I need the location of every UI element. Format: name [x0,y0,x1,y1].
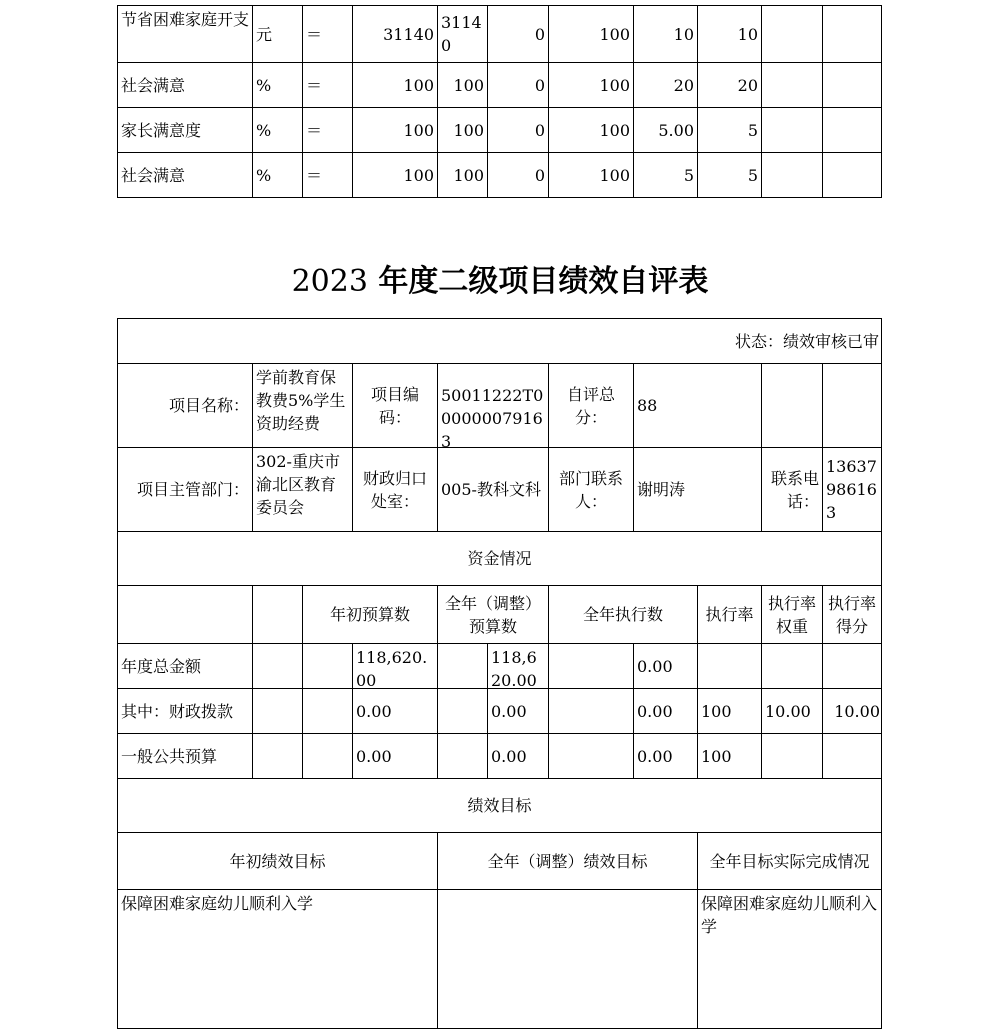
indicator-operator: ＝ [302,107,353,153]
empty-cell [822,5,882,63]
indicator-operator: ＝ [302,62,353,108]
funds-adjusted: 0.00 [487,733,549,779]
empty-cell [252,585,303,644]
empty-cell [822,62,882,108]
funds-score: 10.00 [822,688,882,734]
empty-cell [822,107,882,153]
title-text: 年度二级项目绩效自评表 [378,264,709,299]
funds-rate [697,643,762,689]
empty-cell [252,733,303,779]
self-evaluation-form [117,318,882,1031]
header-rate-score: 执行率得分 [822,585,882,644]
page-title [0,262,1000,302]
project-name-value: 学前教育保教费5%学生资助经费 [252,363,353,448]
empty-cell [302,688,353,734]
funds-row-label: 一般公共预算 [117,733,253,779]
indicator-value: 100 [352,107,438,153]
indicator-value: 100 [437,62,488,108]
indicator-value: 100 [352,62,438,108]
funds-executed: 0.00 [633,733,698,779]
empty-cell [252,643,303,689]
indicator-value: 100 [352,152,438,198]
indicator-value: 5 [633,152,698,198]
indicator-name: 家长满意度 [117,107,253,153]
score-label: 自评总分： [548,363,634,448]
header-executed: 全年执行数 [548,585,698,644]
indicator-value: 100 [548,62,634,108]
funds-adjusted: 118,620.00 [487,643,549,689]
indicator-value: 0 [487,5,549,63]
empty-cell [761,363,823,448]
phone-value: 13637986163 [822,447,882,532]
indicator-value: 0 [487,62,549,108]
empty-cell [437,688,488,734]
empty-cell [437,643,488,689]
indicator-name: 社会满意 [117,62,253,108]
project-name-label: 项目名称： [117,363,253,448]
dept-label: 项目主管部门： [117,447,253,532]
empty-cell [437,733,488,779]
funds-weight: 10.00 [761,688,823,734]
indicator-value: 5 [697,107,762,153]
indicator-value: 100 [548,152,634,198]
indicator-unit: % [252,62,303,108]
funds-executed: 0.00 [633,643,698,689]
funds-rate: 100 [697,733,762,779]
project-code-label: 项目编码： [352,363,438,448]
empty-cell [252,688,303,734]
funds-weight [761,643,823,689]
indicator-value: 10 [633,5,698,63]
indicator-unit: % [252,107,303,153]
indicator-value: 31140 [352,5,438,63]
indicator-operator: ＝ [302,5,353,63]
empty-cell [117,585,253,644]
score-value: 88 [633,363,762,448]
funds-row-label: 其中：财政拨款 [117,688,253,734]
header-rate-weight: 执行率权重 [761,585,823,644]
empty-cell [548,643,634,689]
status-text: 状态：绩效审核已审 [117,318,882,364]
indicator-value: 0 [487,152,549,198]
header-adjusted-goal: 全年（调整）绩效目标 [437,832,698,890]
office-value: 005-教科文科 [437,447,549,532]
title-year: 2023 [291,264,368,299]
funds-row-label: 年度总金额 [117,643,253,689]
phone-label: 联系电话： [761,447,823,532]
funds-score [822,643,882,689]
indicator-value: 100 [437,107,488,153]
indicator-unit: 元 [252,5,303,63]
actual-completion-text: 保障困难家庭幼儿顺利入学 [697,889,882,1029]
dept-value: 302-重庆市渝北区教育委员会 [252,447,353,532]
indicator-value: 10 [697,5,762,63]
indicator-unit: % [252,152,303,198]
funds-initial: 0.00 [352,733,438,779]
indicator-value: 31140 [437,5,488,63]
indicator-value: 100 [437,152,488,198]
empty-cell [761,62,823,108]
indicator-operator: ＝ [302,152,353,198]
adjusted-goal-text [437,889,698,1029]
performance-section-title: 绩效目标 [117,778,882,833]
empty-cell [302,643,353,689]
indicator-value: 5 [697,152,762,198]
empty-cell [822,152,882,198]
empty-cell [548,733,634,779]
contact-label: 部门联系人： [548,447,634,532]
indicator-name: 社会满意 [117,152,253,198]
project-code-value: 50011222T000000079163 [437,363,549,448]
empty-cell [761,152,823,198]
header-initial-goal: 年初绩效目标 [117,832,438,890]
funds-section-title: 资金情况 [117,531,882,586]
indicator-name: 节省困难家庭开支 [117,5,253,63]
contact-value: 谢明涛 [633,447,762,532]
indicator-value: 5.00 [633,107,698,153]
funds-executed: 0.00 [633,688,698,734]
empty-cell [761,5,823,63]
initial-goal-text: 保障困难家庭幼儿顺利入学 [117,889,438,1029]
header-rate: 执行率 [697,585,762,644]
indicator-value: 0 [487,107,549,153]
funds-rate: 100 [697,688,762,734]
empty-cell [761,107,823,153]
office-label: 财政归口处室： [352,447,438,532]
funds-score [822,733,882,779]
indicator-value: 20 [633,62,698,108]
empty-cell [822,363,882,448]
empty-cell [302,733,353,779]
header-initial-budget: 年初预算数 [302,585,438,644]
funds-adjusted: 0.00 [487,688,549,734]
indicator-value: 100 [548,107,634,153]
funds-initial: 0.00 [352,688,438,734]
funds-initial: 118,620.00 [352,643,438,689]
header-adjusted-budget: 全年（调整）预算数 [437,585,549,644]
funds-weight [761,733,823,779]
indicator-value: 100 [548,5,634,63]
empty-cell [548,688,634,734]
header-actual-completion: 全年目标实际完成情况 [697,832,882,890]
indicator-value: 20 [697,62,762,108]
